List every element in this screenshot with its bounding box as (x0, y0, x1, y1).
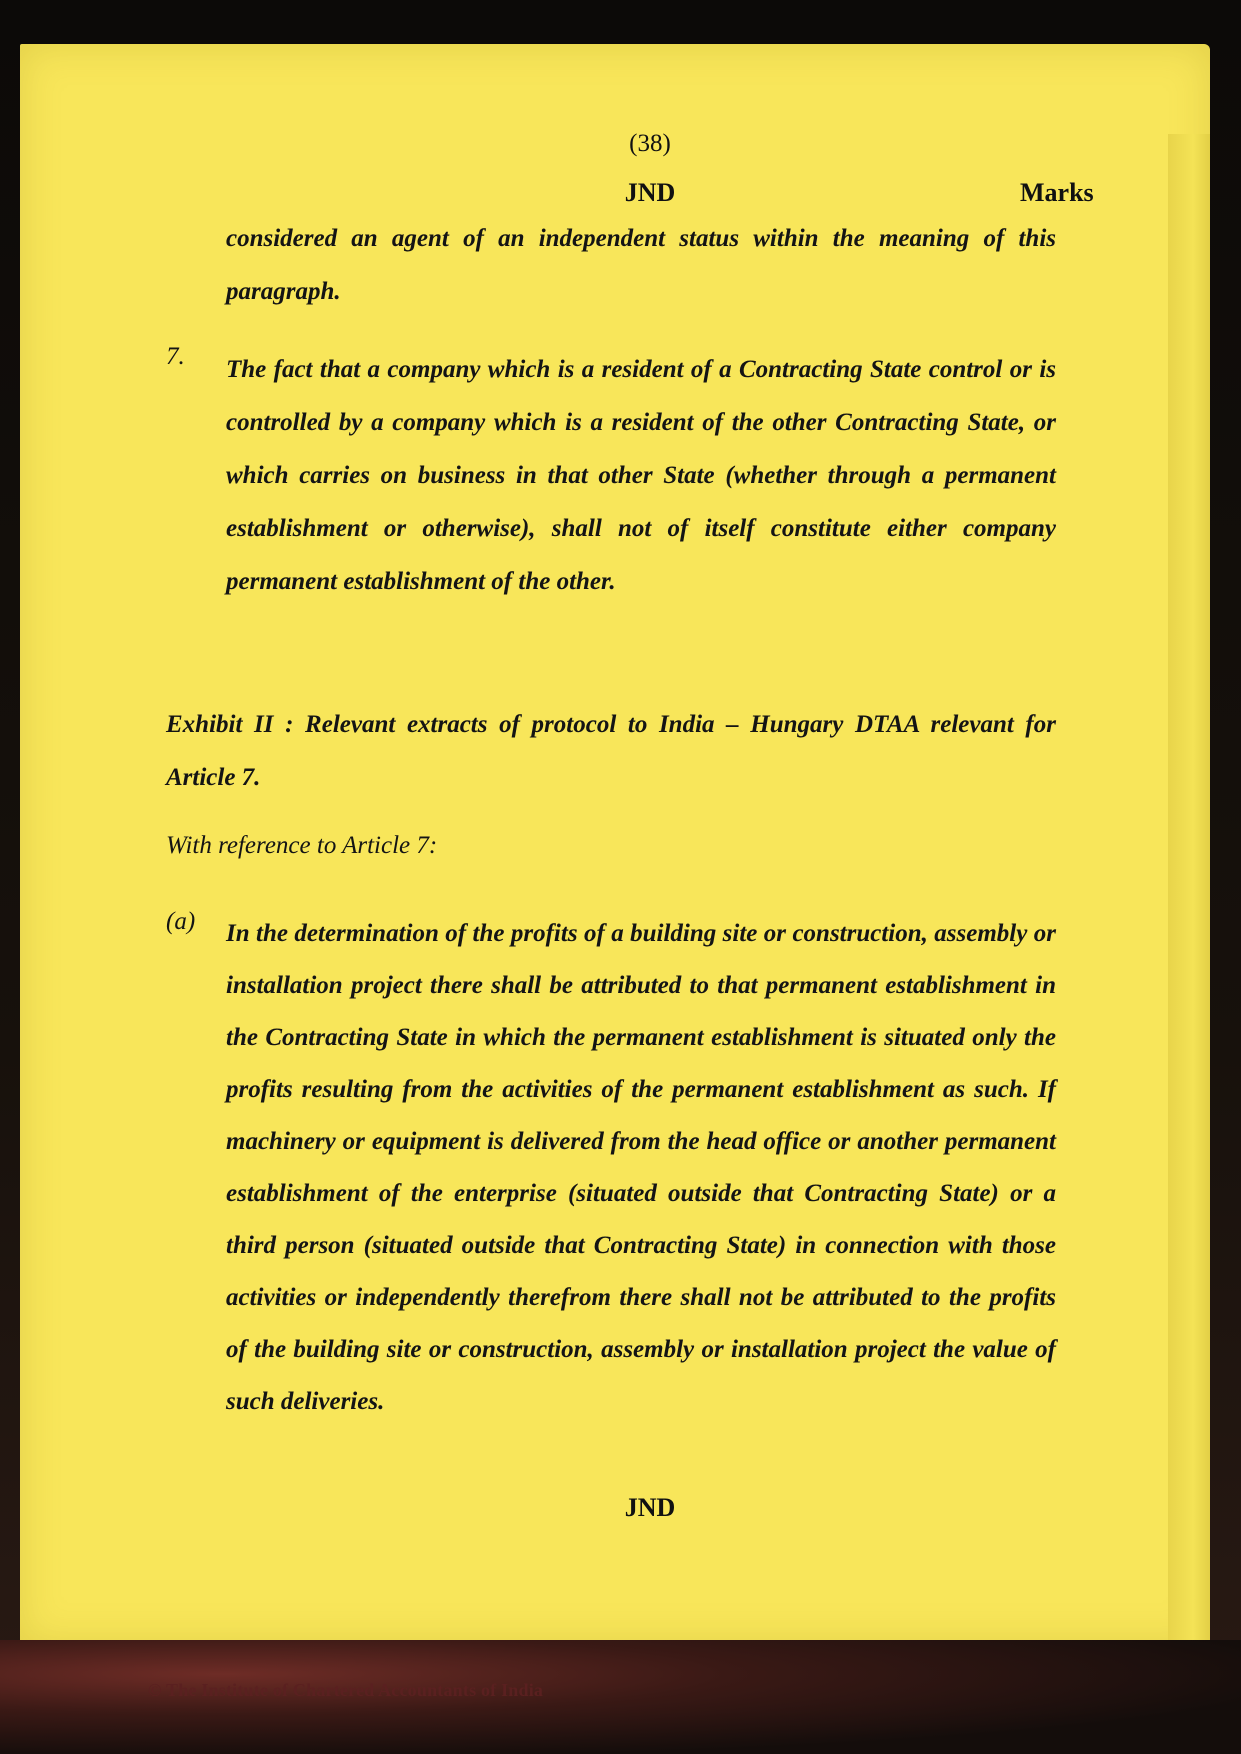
continuation-paragraph (226, 212, 1056, 318)
copyright-notice: © The Institute of Chartered Accountants of India (148, 1680, 544, 1700)
item-a-label: (a) (166, 908, 196, 935)
paragraph-7-number: 7. (166, 343, 185, 370)
marks-column-label: Marks (1020, 178, 1094, 207)
paragraph-7-text: The fact that a company which is a resident of a Contracting State control or is controlled by a company which is a resident of the other Contracting State, or which carries on business in that other State (whether through a permanent establishment or otherwise), shall not of itself constitute either company permanent establishment of the other. (226, 356, 1056, 595)
continuation-line-2: paragraph. (226, 278, 341, 305)
paper-edge (1168, 134, 1210, 1694)
exhibit-title: Exhibit II : Relevant extracts of protocol to India – Hungary DTAA relevant for Article 7. (166, 711, 1056, 791)
exhibit-reference: With reference to Article 7: (166, 832, 438, 859)
header-code: JND (624, 178, 676, 207)
continuation-line-1: considered an agent of an independent status within the meaning of this (226, 225, 1056, 252)
item-a-text: In the determination of the profits of a building site or construction, assembly or installation project there shall be attributed to that permanent establishment in the Contracting State in which the permanent establishment is situated only the profits resulting from the activities of the permanent establishment as such. If machinery or equipment is delivered from the head office or another permanent establishment of the enterprise (situated outside that Contracting State) or a third person (situated outside that Contracting State) in connection with those activities or independently therefrom there shall not be attributed to the profits of the building site or construction, assembly or installation project the value of such deliveries. (226, 920, 1056, 1415)
page-number: (38) (629, 130, 671, 157)
footer-code: JND (624, 1493, 676, 1522)
